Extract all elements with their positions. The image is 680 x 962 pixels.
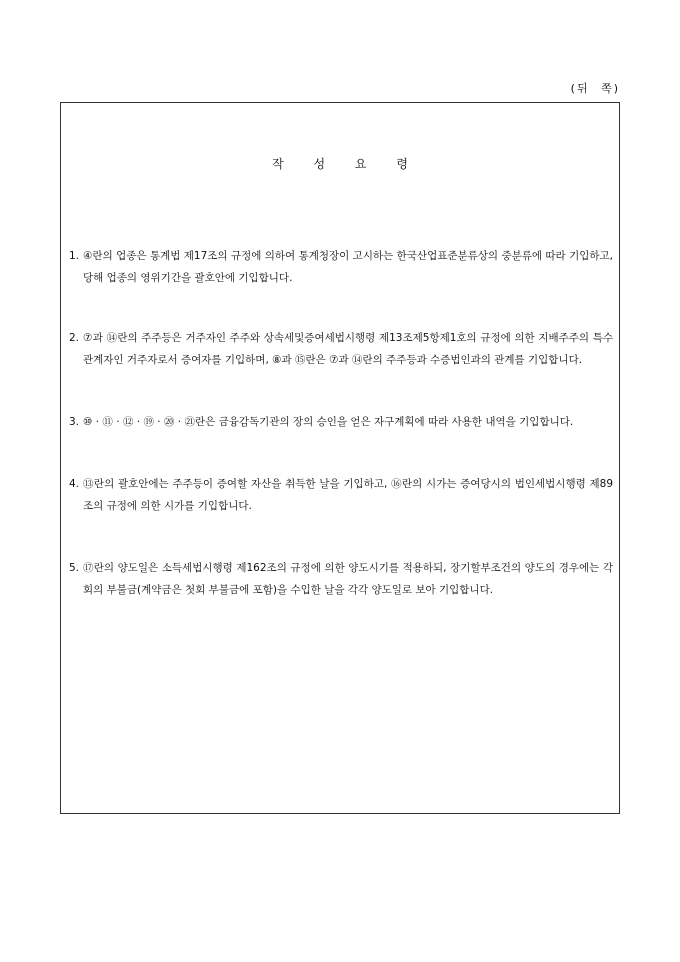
instruction-item-5 [69, 557, 613, 601]
instruction-number: 1. [69, 250, 80, 262]
instruction-number: 5. [69, 562, 80, 574]
page-side-label: (뒤 쪽) [570, 82, 620, 95]
instruction-text: ⑬란의 괄호안에는 주주등이 증여할 자산을 취득한 날을 기입하고, ⑯란의 시가는 증여당시의 법인세법시행령 제89조의 규정에 의한 시가를 기입합니다. [83, 478, 613, 512]
instruction-text: ⑰란의 양도일은 소득세법시행령 제162조의 규정에 의한 양도시기를 적용하되, 장기할부조건의 양도의 경우에는 각회의 부불금(계약금은 첫회 부불금에 포함)을 수입한 날을 각각 양도일로 보아 기입합니다. [83, 562, 613, 596]
instructions-box [60, 102, 620, 814]
instruction-item-4 [69, 473, 613, 517]
instruction-text: ⑦과 ⑭란의 주주등은 거주자인 주주와 상속세및증여세법시행령 제13조제5항제1호의 규정에 의한 지배주주의 특수관계자인 거주자로서 증여자를 기입하며, ⑧과 ⑮란은 ⑦과 ⑭란의 주주등과 수증법인과의 관계를 기입합니다. [83, 332, 613, 366]
instructions-title: 작 성 요 령 [272, 157, 408, 171]
instructions-list [69, 245, 613, 601]
instruction-item-3 [69, 411, 613, 433]
instruction-text: ⑩ · ⑪ · ⑫ · ⑲ · ⑳ · ㉑란은 금융감독기관의 장의 승인을 얻은 자구계획에 따라 사용한 내역을 기입합니다. [83, 416, 574, 428]
instruction-item-1 [69, 245, 613, 289]
instruction-number: 4. [69, 478, 80, 490]
instruction-number: 2. [69, 332, 80, 344]
instruction-item-2 [69, 327, 613, 371]
instruction-number: 3. [69, 416, 80, 428]
instruction-text: ④란의 업종은 통계법 제17조의 규정에 의하여 통계청장이 고시하는 한국산업표준분류상의 중분류에 따라 기입하고, 당해 업종의 영위기간을 괄호안에 기입합니다. [83, 250, 613, 284]
